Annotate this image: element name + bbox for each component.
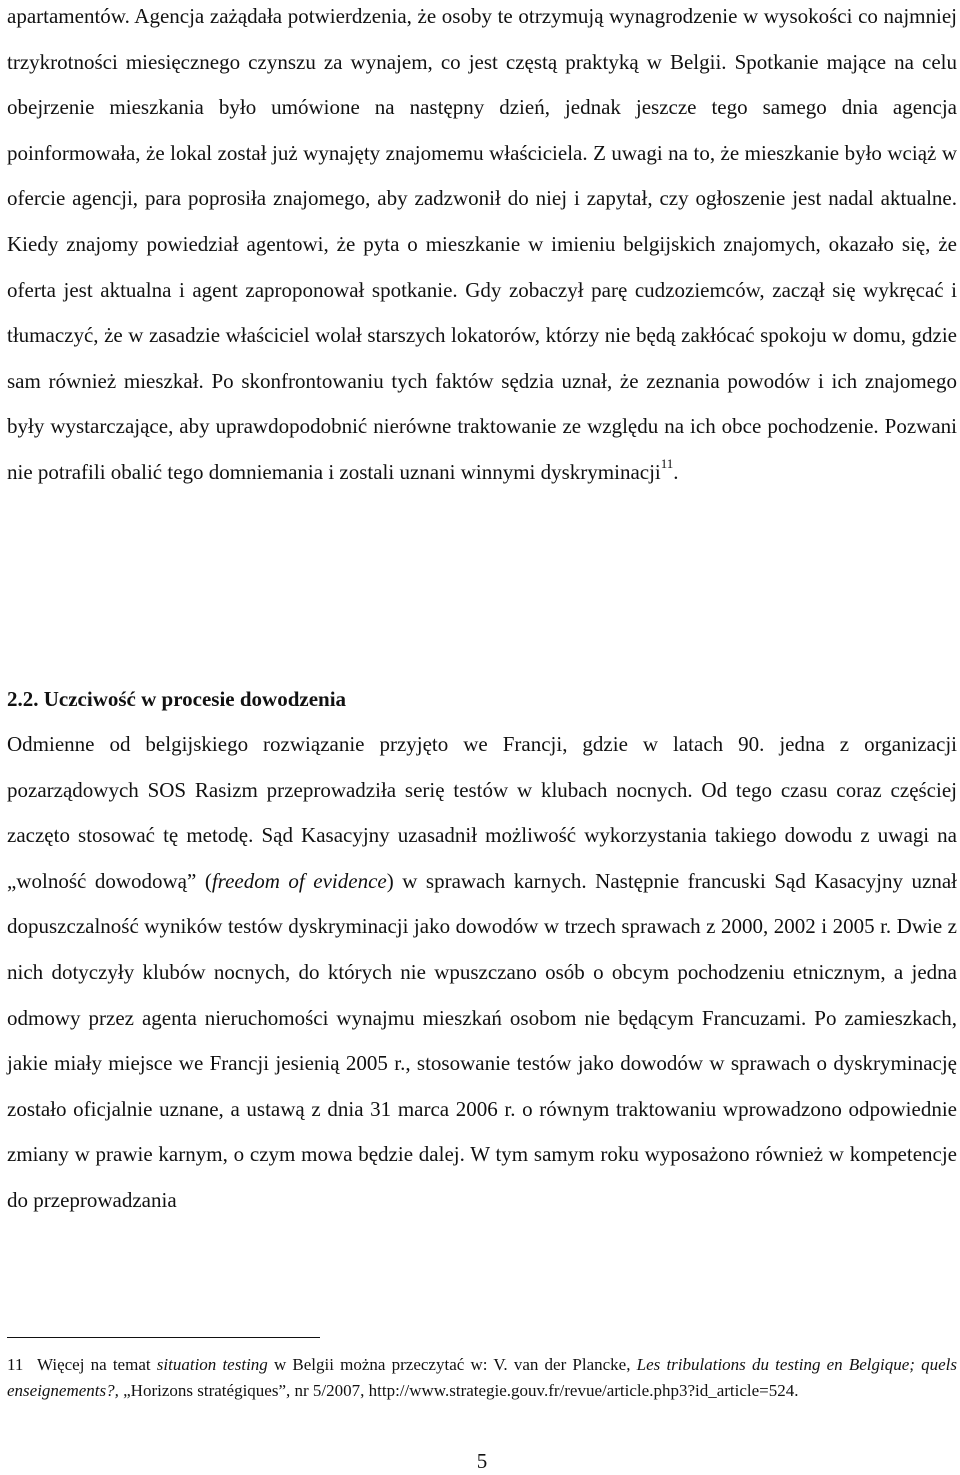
section-heading <box>7 677 346 722</box>
paragraph-2-italic-term: freedom of evidence <box>211 868 387 893</box>
footnote-11 <box>7 1352 957 1404</box>
page-number: 5 <box>476 1449 488 1473</box>
footnote-reference-11[interactable]: 11 <box>660 455 674 471</box>
footnote-italic-2: Les tribulations du testing en Belgique; quels enseignements?, <box>7 1355 957 1400</box>
body-paragraph-2 <box>7 722 957 1224</box>
paragraph-1-text: apartamentów. Agencja zażądała potwierdzenia, że osoby te otrzymują wynagrodzenie w wysokości co najmniej trzykrotności miesięcznego czynszu za wynajem, co jest częstą praktyką w Belgii. Spotkanie mające na celu obejrzenie mieszkania było umówione na następny dzień, jednak jeszcze tego samego dnia agencja poinformowała, że lokal został już wynajęty znajomemu właściciela. Z uwagi na to, że mieszkanie było wciąż w ofercie agencji, para poprosiła znajomego, aby zadzwonił do niej i zapytał, czy ogłoszenie jest nadal aktualne. Kiedy znajomy powiedział agentowi, że pyta o mieszkanie w imieniu belgijskich znajomych, okazało się, że oferta jest aktualna i agent zaproponował spotkanie. Gdy zobaczył parę cudzoziemców, zaczął się wykręcać i tłumaczyć, że w zasadzie właściciel wolał starszych lokatorów, którzy nie będą zakłócać spokoju w domu, gdzie sam również mieszkał. Po skonfrontowaniu tych faktów sędzia uznał, że zeznania powodów i ich znajomego były wystarczające, aby uprawdopodobnić nierówne traktowanie ze względu na ich obce pochodzenie. Pozwani nie potrafili obalić tego domniemania i zostali uznani winnymi dyskryminacji <box>7 4 957 484</box>
footnote-italic-1: situation testing <box>156 1355 268 1374</box>
footnote-number: 11 <box>7 1355 24 1374</box>
footnote-text-3[interactable]: „Horizons stratégiques”, nr 5/2007, http://www.strategie.gouv.fr/revue/article.php3?id_article=524. <box>118 1381 799 1400</box>
body-paragraph-1 <box>7 0 957 496</box>
paragraph-2-text-b: ) w sprawach karnych. Następnie francuski Sąd Kasacyjny uznał dopuszczalność wyników testów dyskryminacji jako dowodów w trzech sprawach z 2000, 2002 i 2005 r. Dwie z nich dotyczyły klubów nocnych, do których nie wpuszczano osób o obcym pochodzeniu etnicznym, a jedna odmowy przez agenta nieruchomości wynajmu mieszkań osobom nie będącym Francuzami. Po zamieszkach, jakie miały miejsce we Francji jesienią 2005 r., stosowanie testów jako dowodów w sprawach o dyskryminację zostało oficjalnie uznane, a ustawą z dnia 31 marca 2006 r. o równym traktowaniu wprowadzono odpowiednie zmiany w prawie karnym, o czym mowa będzie dalej. W tym samym roku wyposażono również w kompetencje do przeprowadzania <box>7 868 957 1212</box>
paragraph-2-text-a: Odmienne od belgijskiego rozwiązanie przyjęto we Francji, gdzie w latach 90. jedna z organizacji pozarządowych SOS Rasizm przeprowadziła serię testów w klubach nocnych. Od tego czasu coraz częściej zaczęto stosować tę metodę. Sąd Kasacyjny uzasadnił możliwość wykorzystania takiego dowodu z uwagi na „wolność dowodową” ( <box>7 732 957 893</box>
footnote-text-2: w Belgii można przeczytać w: V. van der Plancke, <box>267 1355 637 1374</box>
section-title: Uczciwość w procesie dowodzenia <box>43 687 347 711</box>
footnote-separator <box>7 1337 320 1338</box>
section-number: 2.2. <box>7 687 39 711</box>
footnote-text-1: Więcej na temat <box>37 1355 157 1374</box>
paragraph-1-end: . <box>673 459 679 484</box>
